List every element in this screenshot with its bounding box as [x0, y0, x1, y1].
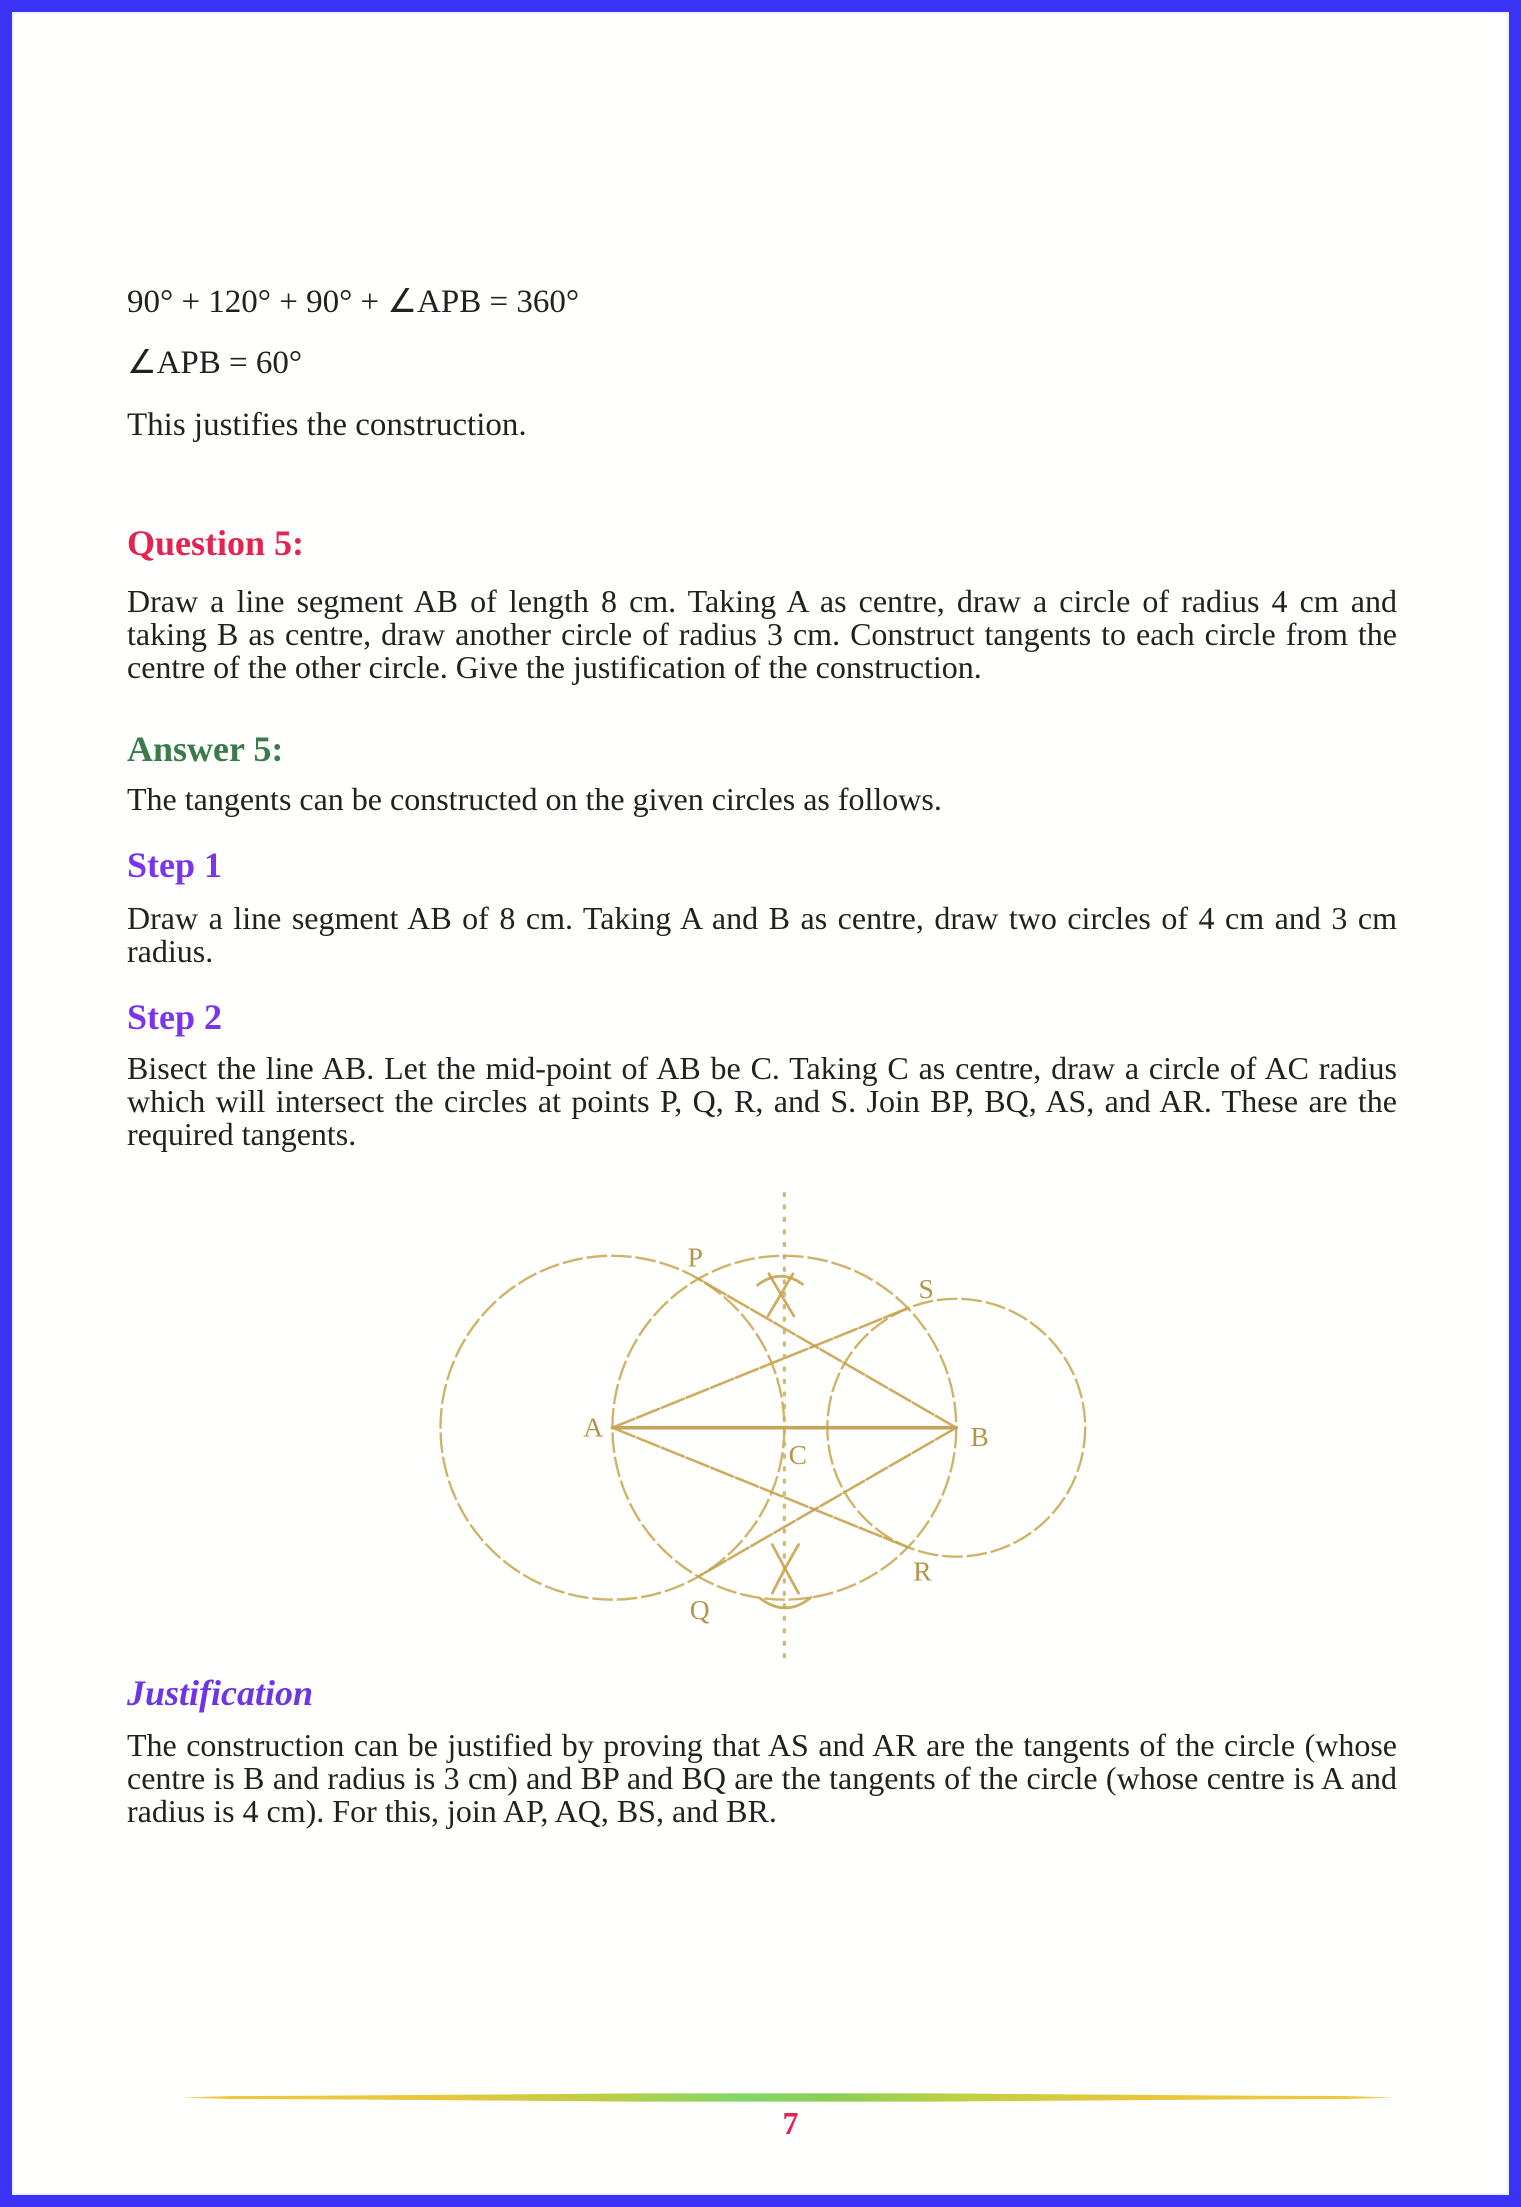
- page-number: 7: [782, 2105, 799, 2141]
- page-content: [12, 284, 1509, 1828]
- question-5-heading: Question 5:: [127, 523, 305, 563]
- point-label-Q: [690, 1594, 710, 1625]
- point-label-C: [789, 1439, 807, 1470]
- step-2-heading: Step 2: [127, 997, 223, 1037]
- compass-arc-mark-2: [758, 1276, 803, 1285]
- point-label-R: [913, 1555, 932, 1586]
- decorative-footer-rule: [182, 2093, 1394, 2102]
- point-label-B: [970, 1421, 988, 1452]
- equation-line-1: 90° + 120° + 90° + ∠APB = 360°: [127, 284, 580, 320]
- justification-heading: Justification: [127, 1673, 314, 1713]
- justification-text: The construction can be justified by proving that AS and AR are the tangents of the circle (whose centre is B and radius is 3 cm) and BP and BQ are the tangents of the circle (whose centre is A and radius is 4 cm). For this, join AP, AQ, BS, and BR.: [127, 1727, 1397, 1829]
- step-1-heading: Step 1: [127, 845, 223, 885]
- answer-intro-text: The tangents can be constructed on the given circles as follows.: [127, 781, 942, 817]
- point-label-A: [583, 1411, 603, 1442]
- tangent-line-2: [612, 1308, 908, 1428]
- step-1-text: Draw a line segment AB of 8 cm. Taking A and B as centre, draw two circles of 4 cm and 3 cm radius.: [127, 900, 1397, 969]
- equation-line-2: ∠APB = 60°: [127, 345, 303, 381]
- point-label-S: [918, 1273, 933, 1304]
- step-2-text: Bisect the line AB. Let the mid-point of AB be C. Taking C as centre, draw a circle of AC radius which will intersect the circles at points P, Q, R, and S. Join BP, BQ, AS, and AR. These are the required tangents.: [127, 1050, 1397, 1152]
- answer-5-heading: Answer 5:: [127, 729, 284, 769]
- construction-figure-container: [423, 1187, 1107, 1677]
- question-5-text: Draw a line segment AB of length 8 cm. Taking A as centre, draw a circle of radius 4 cm and taking B as centre, draw another circle of radius 3 cm. Construct tangents to each circle from the centre of the other circle. Give the justification of the construction.: [127, 583, 1397, 685]
- point-label-P: [688, 1242, 703, 1273]
- closing-note: This justifies the construction.: [127, 407, 527, 443]
- tangent-line-3: [612, 1428, 908, 1548]
- construction-figure: [423, 1187, 1107, 1677]
